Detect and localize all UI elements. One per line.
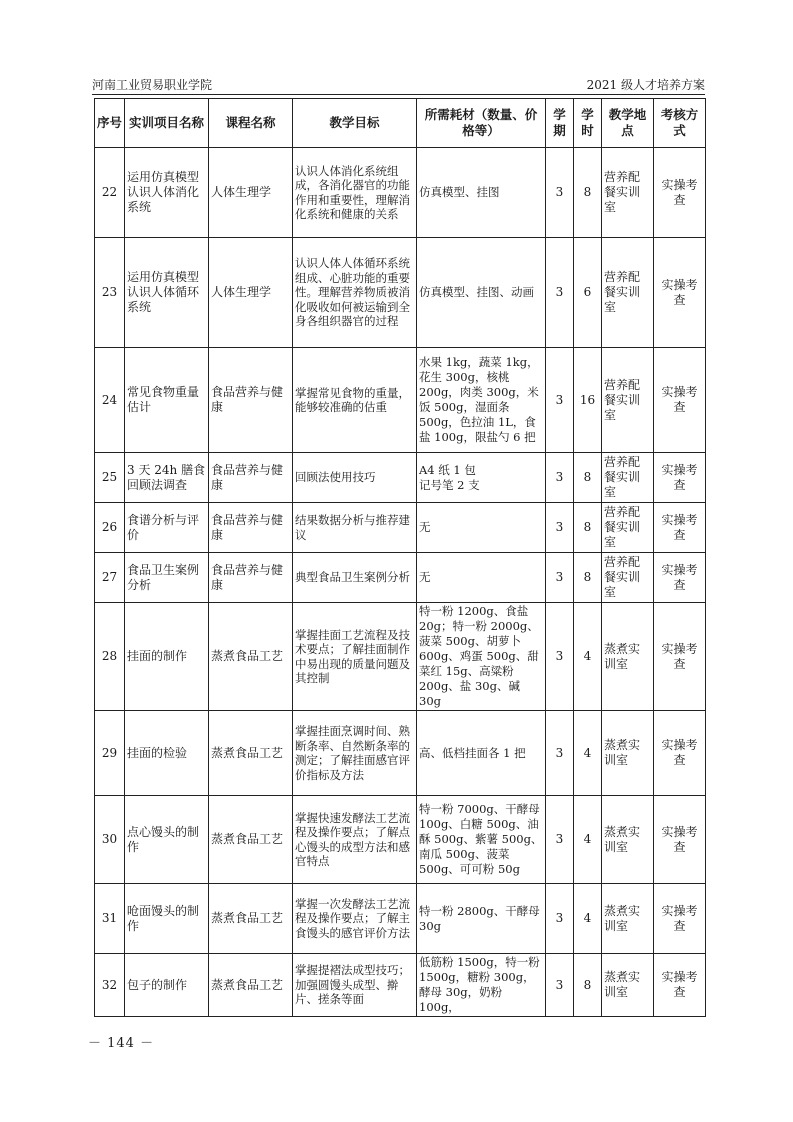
hours-cell: 8 (574, 453, 602, 503)
location-cell: 营养配餐实训室 (602, 148, 654, 238)
project-name-cell: 挂面的检验 (125, 711, 209, 796)
row-number-cell: 22 (95, 148, 125, 238)
location-cell: 营养配餐实训室 (602, 348, 654, 453)
row-number-cell: 25 (95, 453, 125, 503)
hours-cell: 8 (574, 954, 602, 1017)
table-row (95, 884, 706, 954)
assessment-cell: 实操考查 (654, 503, 706, 553)
row-number-cell: 27 (95, 553, 125, 603)
materials-cell: 仿真模型、挂图、动画 (417, 238, 546, 348)
table-row (95, 238, 706, 348)
materials-cell: 高、低档挂面各 1 把 (417, 711, 546, 796)
term-cell: 3 (546, 503, 574, 553)
column-header: 实训项目名称 (125, 99, 209, 148)
assessment-cell: 实操考查 (654, 711, 706, 796)
hours-cell: 4 (574, 796, 602, 884)
table-row (95, 453, 706, 503)
assessment-cell: 实操考查 (654, 603, 706, 711)
location-cell: 营养配餐实训室 (602, 503, 654, 553)
column-header: 教学目标 (293, 99, 417, 148)
location-cell: 蒸煮实训室 (602, 711, 654, 796)
assessment-cell: 实操考查 (654, 553, 706, 603)
course-name-cell: 蒸煮食品工艺 (209, 796, 293, 884)
column-header: 序号 (95, 99, 125, 148)
row-number-cell: 30 (95, 796, 125, 884)
project-name-cell: 包子的制作 (125, 954, 209, 1017)
hours-cell: 4 (574, 603, 602, 711)
course-name-cell: 蒸煮食品工艺 (209, 884, 293, 954)
column-header: 考核方式 (654, 99, 706, 148)
location-cell: 营养配餐实训室 (602, 453, 654, 503)
location-cell: 营养配餐实训室 (602, 553, 654, 603)
table-row (95, 553, 706, 603)
location-cell: 营养配餐实训室 (602, 238, 654, 348)
teaching-goal-cell: 掌握常见食物的重量，能够较准确的估重 (293, 348, 417, 453)
teaching-goal-cell: 掌握挂面烹调时间、熟断条率、自然断条率的测定；了解挂面感官评价指标及方法 (293, 711, 417, 796)
hours-cell: 16 (574, 348, 602, 453)
location-cell: 蒸煮实训室 (602, 954, 654, 1017)
term-cell: 3 (546, 348, 574, 453)
assessment-cell: 实操考查 (654, 954, 706, 1017)
materials-cell: 低筋粉 1500g，特一粉 1500g，糖粉 300g，酵母 30g，奶粉 100g， (417, 954, 546, 1017)
materials-cell: 特一粉 7000g、干酵母 100g、白糖 500g、油酥 500g、紫薯 500g、南瓜 500g、菠菜 500g、可可粉 50g (417, 796, 546, 884)
row-number-cell: 23 (95, 238, 125, 348)
materials-cell: 水果 1kg，蔬菜 1kg，花生 300g，核桃 200g，肉类 300g，米饭 500g，湿面条 500g，色拉油 1L，食盐 100g，限盐勺 6 把 (417, 348, 546, 453)
row-number-cell: 29 (95, 711, 125, 796)
column-header: 教学地点 (602, 99, 654, 148)
assessment-cell: 实操考查 (654, 796, 706, 884)
term-cell: 3 (546, 603, 574, 711)
row-number-cell: 28 (95, 603, 125, 711)
course-name-cell: 人体生理学 (209, 238, 293, 348)
materials-cell: 无 (417, 503, 546, 553)
term-cell: 3 (546, 954, 574, 1017)
project-name-cell: 挂面的制作 (125, 603, 209, 711)
assessment-cell: 实操考查 (654, 348, 706, 453)
training-plan-table (94, 98, 706, 1017)
course-name-cell: 人体生理学 (209, 148, 293, 238)
assessment-cell: 实操考查 (654, 238, 706, 348)
teaching-goal-cell: 认识人体人体循环系统组成、心脏功能的重要性。理解营养物质被消化吸收如何被运输到全身各组织器官的过程 (293, 238, 417, 348)
row-number-cell: 24 (95, 348, 125, 453)
column-header: 所需耗材（数量、价格等） (417, 99, 546, 148)
header-divider (92, 94, 705, 95)
term-cell: 3 (546, 711, 574, 796)
term-cell: 3 (546, 884, 574, 954)
table-row (95, 503, 706, 553)
teaching-goal-cell: 掌握提褶法成型技巧；加强圆馒头成型、擀片、搓条等面 (293, 954, 417, 1017)
assessment-cell: 实操考查 (654, 148, 706, 238)
project-name-cell: 运用仿真模型认识人体消化系统 (125, 148, 209, 238)
page-number: － 144 － (88, 1036, 155, 1051)
materials-cell: 特一粉 1200g、食盐 20g；特一粉 2000g、菠菜 500g、胡萝卜 600g、鸡蛋 500g、甜菜红 15g、高粱粉 200g、盐 30g、碱 30g (417, 603, 546, 711)
course-name-cell: 蒸煮食品工艺 (209, 603, 293, 711)
hours-cell: 8 (574, 503, 602, 553)
table-row (95, 711, 706, 796)
teaching-goal-cell: 掌握一次发酵法工艺流程及操作要点；了解主食馒头的感官评价方法 (293, 884, 417, 954)
project-name-cell: 运用仿真模型认识人体循环系统 (125, 238, 209, 348)
term-cell: 3 (546, 148, 574, 238)
teaching-goal-cell: 回顾法使用技巧 (293, 453, 417, 503)
materials-cell: A4 纸 1 包 记号笔 2 支 (417, 453, 546, 503)
assessment-cell: 实操考查 (654, 453, 706, 503)
term-cell: 3 (546, 238, 574, 348)
course-name-cell: 食品营养与健康 (209, 503, 293, 553)
course-name-cell: 食品营养与健康 (209, 453, 293, 503)
page-header (92, 76, 705, 96)
teaching-goal-cell: 掌握挂面工艺流程及技术要点；了解挂面制作中易出现的质量问题及其控制 (293, 603, 417, 711)
table-row (95, 148, 706, 238)
materials-cell: 仿真模型、挂图 (417, 148, 546, 238)
table-row (95, 603, 706, 711)
project-name-cell: 点心馒头的制作 (125, 796, 209, 884)
column-header: 学时 (574, 99, 602, 148)
hours-cell: 8 (574, 148, 602, 238)
hours-cell: 8 (574, 553, 602, 603)
course-name-cell: 蒸煮食品工艺 (209, 954, 293, 1017)
project-name-cell: 呛面馒头的制作 (125, 884, 209, 954)
location-cell: 蒸煮实训室 (602, 796, 654, 884)
teaching-goal-cell: 典型食品卫生案例分析 (293, 553, 417, 603)
term-cell: 3 (546, 453, 574, 503)
table-row (95, 796, 706, 884)
row-number-cell: 31 (95, 884, 125, 954)
course-name-cell: 食品营养与健康 (209, 553, 293, 603)
hours-cell: 4 (574, 711, 602, 796)
project-name-cell: 常见食物重量估计 (125, 348, 209, 453)
row-number-cell: 32 (95, 954, 125, 1017)
school-name: 河南工业贸易职业学院 (92, 78, 213, 92)
term-cell: 3 (546, 553, 574, 603)
document-title: 2021 级人才培养方案 (586, 78, 705, 92)
table-row (95, 348, 706, 453)
column-header: 学期 (546, 99, 574, 148)
hours-cell: 4 (574, 884, 602, 954)
table-row (95, 954, 706, 1017)
course-name-cell: 食品营养与健康 (209, 348, 293, 453)
course-name-cell: 蒸煮食品工艺 (209, 711, 293, 796)
materials-cell: 无 (417, 553, 546, 603)
term-cell: 3 (546, 796, 574, 884)
project-name-cell: 食品卫生案例分析 (125, 553, 209, 603)
materials-cell: 特一粉 2800g、干酵母 30g (417, 884, 546, 954)
teaching-goal-cell: 结果数据分析与推荐建议 (293, 503, 417, 553)
hours-cell: 6 (574, 238, 602, 348)
column-header: 课程名称 (209, 99, 293, 148)
assessment-cell: 实操考查 (654, 884, 706, 954)
teaching-goal-cell: 认识人体消化系统组成，各消化器官的功能作用和重要性，理解消化系统和健康的关系 (293, 148, 417, 238)
teaching-goal-cell: 掌握快速发酵法工艺流程及操作要点；了解点心馒头的成型方法和感官特点 (293, 796, 417, 884)
table-header-row (95, 99, 706, 148)
location-cell: 蒸煮实训室 (602, 884, 654, 954)
project-name-cell: 3 天 24h 膳食回顾法调查 (125, 453, 209, 503)
location-cell: 蒸煮实训室 (602, 603, 654, 711)
project-name-cell: 食谱分析与评价 (125, 503, 209, 553)
row-number-cell: 26 (95, 503, 125, 553)
